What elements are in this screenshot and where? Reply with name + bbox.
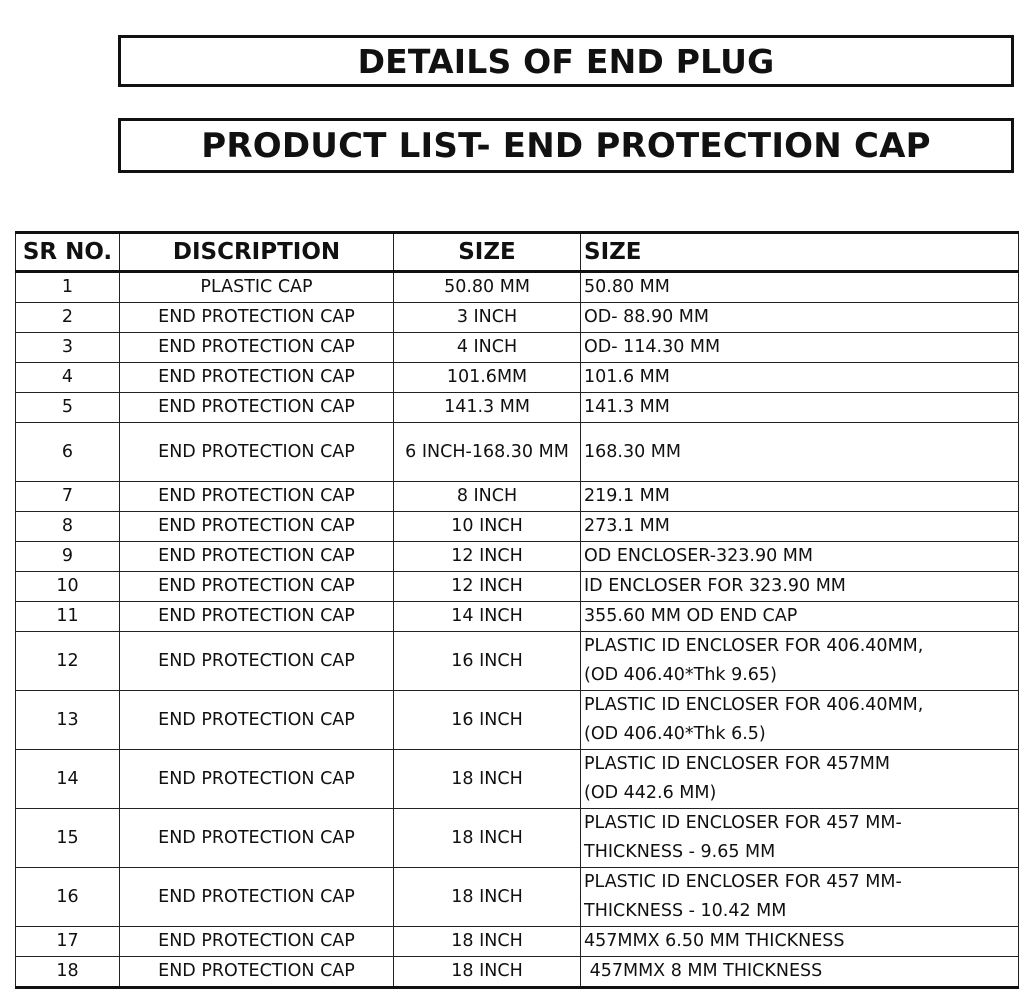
table-row xyxy=(16,393,1019,423)
main-title: DETAILS OF END PLUG xyxy=(118,35,1014,87)
cell-size-nominal: 18 INCH xyxy=(394,809,581,868)
sub-title: PRODUCT LIST- END PROTECTION CAP xyxy=(118,118,1014,173)
cell-description: END PROTECTION CAP xyxy=(120,303,394,333)
size-detail-line: 101.6 MM xyxy=(584,367,670,387)
cell-size-nominal: 50.80 MM xyxy=(394,272,581,303)
size-detail-line: 457MMX 6.50 MM THICKNESS xyxy=(584,931,845,951)
header-sr-no: SR NO. xyxy=(16,233,120,272)
cell-size-detail xyxy=(581,957,1019,988)
size-detail-line: PLASTIC ID ENCLOSER FOR 457MM xyxy=(584,754,890,774)
cell-size-nominal: 16 INCH xyxy=(394,691,581,750)
cell-description: END PROTECTION CAP xyxy=(120,333,394,363)
cell-size-detail xyxy=(581,272,1019,303)
table-row xyxy=(16,572,1019,602)
cell-size-detail xyxy=(581,482,1019,512)
cell-size-nominal: 12 INCH xyxy=(394,542,581,572)
table-header-row xyxy=(16,233,1019,272)
table-row xyxy=(16,957,1019,988)
size-detail-line: PLASTIC ID ENCLOSER FOR 406.40MM, xyxy=(584,636,924,656)
cell-size-detail xyxy=(581,542,1019,572)
cell-size-nominal: 101.6MM xyxy=(394,363,581,393)
cell-sr-no: 12 xyxy=(16,632,120,691)
size-detail-line: PLASTIC ID ENCLOSER FOR 406.40MM, xyxy=(584,695,924,715)
cell-description: END PROTECTION CAP xyxy=(120,512,394,542)
table-row xyxy=(16,482,1019,512)
cell-size-nominal: 18 INCH xyxy=(394,868,581,927)
cell-size-nominal: 16 INCH xyxy=(394,632,581,691)
cell-size-nominal: 6 INCH-168.30 MM xyxy=(394,423,581,482)
table-row xyxy=(16,691,1019,750)
cell-size-detail xyxy=(581,868,1019,927)
cell-description: END PROTECTION CAP xyxy=(120,957,394,988)
cell-sr-no: 5 xyxy=(16,393,120,423)
cell-size-detail xyxy=(581,809,1019,868)
cell-description: END PROTECTION CAP xyxy=(120,542,394,572)
cell-size-detail xyxy=(581,691,1019,750)
cell-sr-no: 4 xyxy=(16,363,120,393)
table-row xyxy=(16,927,1019,957)
size-detail-line: THICKNESS - 9.65 MM xyxy=(584,842,776,862)
size-detail-line: PLASTIC ID ENCLOSER FOR 457 MM- xyxy=(584,813,902,833)
size-detail-line: OD- 114.30 MM xyxy=(584,337,721,357)
cell-size-nominal: 12 INCH xyxy=(394,572,581,602)
cell-size-detail xyxy=(581,602,1019,632)
cell-description: END PROTECTION CAP xyxy=(120,691,394,750)
cell-size-nominal: 18 INCH xyxy=(394,927,581,957)
size-detail-line: 219.1 MM xyxy=(584,486,670,506)
cell-size-nominal: 14 INCH xyxy=(394,602,581,632)
cell-description: END PROTECTION CAP xyxy=(120,632,394,691)
table-row xyxy=(16,423,1019,482)
size-detail-line: (OD 406.40*Thk 6.5) xyxy=(584,724,766,744)
cell-sr-no: 17 xyxy=(16,927,120,957)
cell-sr-no: 10 xyxy=(16,572,120,602)
cell-size-detail xyxy=(581,333,1019,363)
size-detail-line: OD ENCLOSER-323.90 MM xyxy=(584,546,814,566)
cell-sr-no: 14 xyxy=(16,750,120,809)
size-detail-line: THICKNESS - 10.42 MM xyxy=(584,901,787,921)
cell-description: END PROTECTION CAP xyxy=(120,750,394,809)
size-detail-line: 355.60 MM OD END CAP xyxy=(584,606,798,626)
size-detail-line: 168.30 MM xyxy=(584,441,681,462)
table-row xyxy=(16,512,1019,542)
cell-description: PLASTIC CAP xyxy=(120,272,394,303)
cell-description: END PROTECTION CAP xyxy=(120,363,394,393)
size-detail-line: OD- 88.90 MM xyxy=(584,307,709,327)
size-detail-line: (OD 442.6 MM) xyxy=(584,783,717,803)
cell-size-nominal: 141.3 MM xyxy=(394,393,581,423)
size-detail-line: 457MMX 8 MM THICKNESS xyxy=(584,961,823,981)
size-detail-line: ID ENCLOSER FOR 323.90 MM xyxy=(584,576,846,596)
cell-description: END PROTECTION CAP xyxy=(120,572,394,602)
cell-size-nominal: 8 INCH xyxy=(394,482,581,512)
cell-description: END PROTECTION CAP xyxy=(120,868,394,927)
size-detail-line: 273.1 MM xyxy=(584,516,670,536)
header-size-nominal: SIZE xyxy=(394,233,581,272)
table-row xyxy=(16,750,1019,809)
cell-description: END PROTECTION CAP xyxy=(120,809,394,868)
cell-sr-no: 7 xyxy=(16,482,120,512)
table-row xyxy=(16,809,1019,868)
table-row xyxy=(16,602,1019,632)
cell-size-nominal: 18 INCH xyxy=(394,750,581,809)
cell-size-nominal: 4 INCH xyxy=(394,333,581,363)
cell-sr-no: 11 xyxy=(16,602,120,632)
table-row xyxy=(16,303,1019,333)
cell-sr-no: 18 xyxy=(16,957,120,988)
cell-size-nominal: 10 INCH xyxy=(394,512,581,542)
cell-size-detail xyxy=(581,363,1019,393)
cell-description: END PROTECTION CAP xyxy=(120,602,394,632)
table-row xyxy=(16,272,1019,303)
cell-sr-no: 3 xyxy=(16,333,120,363)
table-row xyxy=(16,868,1019,927)
size-detail-line: 141.3 MM xyxy=(584,397,670,417)
header-size-detail: SIZE xyxy=(581,233,1019,272)
cell-size-detail xyxy=(581,512,1019,542)
cell-description: END PROTECTION CAP xyxy=(120,423,394,482)
size-detail-line: PLASTIC ID ENCLOSER FOR 457 MM- xyxy=(584,872,902,892)
product-table xyxy=(15,231,1019,989)
cell-size-nominal: 3 INCH xyxy=(394,303,581,333)
cell-size-detail xyxy=(581,927,1019,957)
cell-description: END PROTECTION CAP xyxy=(120,927,394,957)
cell-size-nominal: 18 INCH xyxy=(394,957,581,988)
table-row xyxy=(16,542,1019,572)
cell-sr-no: 2 xyxy=(16,303,120,333)
cell-sr-no: 9 xyxy=(16,542,120,572)
table-row xyxy=(16,632,1019,691)
cell-sr-no: 8 xyxy=(16,512,120,542)
cell-sr-no: 1 xyxy=(16,272,120,303)
cell-sr-no: 13 xyxy=(16,691,120,750)
cell-size-detail xyxy=(581,423,1019,482)
table-row xyxy=(16,333,1019,363)
cell-size-detail xyxy=(581,632,1019,691)
header-description: DISCRIPTION xyxy=(120,233,394,272)
cell-size-detail xyxy=(581,393,1019,423)
cell-sr-no: 15 xyxy=(16,809,120,868)
cell-description: END PROTECTION CAP xyxy=(120,393,394,423)
cell-sr-no: 6 xyxy=(16,423,120,482)
cell-description: END PROTECTION CAP xyxy=(120,482,394,512)
size-detail-line: (OD 406.40*Thk 9.65) xyxy=(584,665,777,685)
size-detail-line: 50.80 MM xyxy=(584,277,670,297)
cell-size-detail xyxy=(581,572,1019,602)
cell-sr-no: 16 xyxy=(16,868,120,927)
table-row xyxy=(16,363,1019,393)
cell-size-detail xyxy=(581,303,1019,333)
cell-size-detail xyxy=(581,750,1019,809)
